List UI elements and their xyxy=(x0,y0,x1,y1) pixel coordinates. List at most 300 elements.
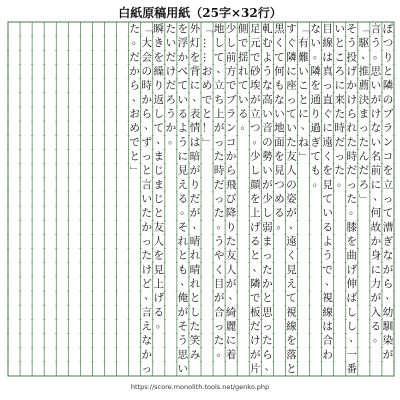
manuscript-char: い xyxy=(141,193,152,205)
manuscript-char: れ xyxy=(346,122,358,135)
manuscript-char: 瞬 xyxy=(153,23,165,36)
manuscript-char: っ xyxy=(262,320,273,333)
manuscript-char: が xyxy=(382,263,394,276)
manuscript-char: 砂 xyxy=(250,65,261,78)
manuscript-char: た xyxy=(213,207,225,220)
manuscript-char: 少 xyxy=(262,193,273,205)
manuscript-char: た xyxy=(358,136,370,149)
manuscript-char: く xyxy=(274,37,285,50)
manuscript-char: を xyxy=(153,51,165,64)
manuscript-char: か xyxy=(141,93,152,106)
manuscript-char: 力 xyxy=(370,277,382,290)
manuscript-char: が xyxy=(177,306,189,319)
manuscript-char: コ xyxy=(225,136,237,149)
manuscript-char: 情 xyxy=(189,122,201,135)
manuscript-char: 幼 xyxy=(382,306,394,319)
manuscript-char: 弱 xyxy=(262,221,273,234)
manuscript-char: よ xyxy=(322,235,333,248)
manuscript-char: に xyxy=(298,108,309,121)
manuscript-char: け xyxy=(346,93,358,106)
manuscript-char: ぽ xyxy=(382,23,394,36)
manuscript-char: し xyxy=(262,207,273,220)
manuscript-char: 決 xyxy=(358,93,370,106)
manuscript-char: め xyxy=(129,122,140,135)
manuscript-char: げ xyxy=(346,65,358,78)
manuscript-char: れ xyxy=(189,277,201,290)
manuscript-char: 、 xyxy=(143,119,155,132)
manuscript-char: こ xyxy=(334,51,345,64)
manuscript-char: た xyxy=(165,23,177,36)
manuscript-char: の xyxy=(141,65,152,78)
manuscript-char: か xyxy=(165,122,177,135)
manuscript-char: 投 xyxy=(346,51,358,64)
manuscript-char: 前 xyxy=(225,51,237,64)
manuscript-char: 隣 xyxy=(286,51,297,64)
manuscript-char: 線 xyxy=(322,37,333,50)
manuscript-char: い xyxy=(334,23,345,36)
manuscript-char: 見 xyxy=(177,164,189,177)
manuscript-char: も xyxy=(274,79,285,92)
manuscript-char: 時 xyxy=(141,79,152,92)
manuscript-char: う xyxy=(177,334,189,347)
manuscript-char: だ xyxy=(250,320,261,333)
manuscript-char: う xyxy=(370,37,382,50)
manuscript-char: 遠 xyxy=(286,235,297,248)
manuscript-char: に xyxy=(177,150,189,163)
manuscript-char: 思 xyxy=(262,306,273,319)
manuscript-char: 見 xyxy=(322,178,333,191)
manuscript-char: そ xyxy=(177,320,189,333)
manuscript-char: 綺 xyxy=(225,306,237,319)
manuscript-char: ン xyxy=(225,122,237,135)
manuscript-char: … xyxy=(201,37,214,49)
manuscript-char: う xyxy=(346,37,358,50)
manuscript-char: 少 xyxy=(225,23,237,36)
manuscript-char: だ xyxy=(334,136,345,149)
text-column xyxy=(201,24,213,148)
manuscript-char: ま xyxy=(153,178,165,191)
manuscript-char: び xyxy=(225,193,237,205)
manuscript-char: い xyxy=(262,108,273,121)
manuscript-char: な xyxy=(274,93,285,106)
manuscript-char: い xyxy=(370,79,382,92)
manuscript-char: 人 xyxy=(225,263,237,276)
manuscript-char: れ xyxy=(189,249,201,262)
manuscript-char: 目 xyxy=(322,23,333,36)
manuscript-char: で xyxy=(129,136,140,149)
manuscript-char: 。 xyxy=(131,34,143,47)
manuscript-char: に xyxy=(370,263,382,276)
manuscript-char: そ xyxy=(346,23,358,36)
manuscript-char: 前 xyxy=(370,164,382,177)
manuscript-char: っ xyxy=(382,193,394,205)
manuscript-char: ぎ xyxy=(310,136,321,149)
manuscript-char: に xyxy=(370,178,382,191)
manuscript-char: だ xyxy=(358,164,370,177)
manuscript-char: ら xyxy=(141,108,152,121)
manuscript-char: が xyxy=(286,207,297,220)
manuscript-char: よ xyxy=(262,51,273,64)
manuscript-char: 有 xyxy=(298,37,309,50)
manuscript-char: 。 xyxy=(252,133,264,146)
manuscript-char: 見 xyxy=(153,263,165,276)
manuscript-char: な xyxy=(382,249,394,262)
manuscript-char: に xyxy=(225,334,237,347)
manuscript-char: ろ xyxy=(334,65,345,78)
manuscript-char: 降 xyxy=(225,207,237,220)
manuscript-char: る xyxy=(177,108,189,121)
manuscript-char: け xyxy=(165,65,177,78)
manuscript-char: う xyxy=(322,249,333,262)
manuscript-char: り xyxy=(225,221,237,234)
manuscript-char: た xyxy=(346,193,358,205)
manuscript-char: て xyxy=(286,108,297,121)
manuscript-char: 埃 xyxy=(250,79,261,92)
manuscript-char: ば xyxy=(346,292,358,305)
manuscript-char: か xyxy=(177,51,189,64)
manuscript-char: ら xyxy=(346,108,358,121)
manuscript-char: 漕 xyxy=(382,221,394,234)
manuscript-char: 勢 xyxy=(262,150,273,163)
manuscript-char: と xyxy=(141,164,152,177)
manuscript-char: 通 xyxy=(310,93,321,106)
manuscript-char: 友 xyxy=(286,150,297,163)
manuscript-char: 、 xyxy=(143,289,155,302)
manuscript-char: 何 xyxy=(370,207,382,220)
manuscript-char: 麗 xyxy=(225,320,237,333)
manuscript-char: が xyxy=(262,178,273,191)
manuscript-char: 視 xyxy=(322,292,333,305)
manuscript-char: 地 xyxy=(213,23,225,36)
manuscript-char: か xyxy=(141,221,152,234)
manuscript-char: と xyxy=(153,207,165,220)
manuscript-char: た xyxy=(262,263,273,276)
manuscript-char: 膝 xyxy=(346,221,358,234)
manuscript-char: を xyxy=(250,193,261,205)
manuscript-char: は xyxy=(322,51,333,64)
manuscript-char: で xyxy=(250,51,261,64)
manuscript-char: る xyxy=(322,221,333,234)
manuscript-char: で xyxy=(225,79,237,92)
manuscript-char: に xyxy=(189,79,201,92)
manuscript-char: ラ xyxy=(225,108,237,121)
manuscript-char: 晴 xyxy=(189,235,201,248)
manuscript-char: 見 xyxy=(274,164,285,177)
manuscript-char: に xyxy=(286,65,297,78)
manuscript-char: 大 xyxy=(141,37,152,50)
manuscript-char: と xyxy=(286,362,297,375)
manuscript-char: 俺 xyxy=(177,292,189,305)
manuscript-char: つ xyxy=(382,37,394,50)
manuscript-char: な xyxy=(262,79,273,92)
manuscript-char: つ xyxy=(274,178,285,191)
manuscript-char: 隣 xyxy=(250,277,261,290)
manuscript-char: っ xyxy=(213,136,225,149)
manuscript-char: 元 xyxy=(250,37,261,50)
manuscript-char: 高 xyxy=(262,93,273,106)
manuscript-char: れ xyxy=(177,235,189,248)
manuscript-char: に xyxy=(322,122,333,135)
manuscript-char: か xyxy=(129,65,140,78)
manuscript-char: り xyxy=(382,51,394,64)
manuscript-char: う xyxy=(213,235,225,248)
manuscript-char: 隣 xyxy=(310,65,321,78)
manuscript-char: り xyxy=(310,108,321,121)
manuscript-char: 来 xyxy=(334,93,345,106)
manuscript-char: て xyxy=(237,79,249,92)
manuscript-char: つ xyxy=(250,122,261,135)
manuscript-char: 「 xyxy=(201,23,214,35)
manuscript-char: い xyxy=(165,37,177,50)
manuscript-char: が xyxy=(382,348,394,361)
manuscript-char: 座 xyxy=(286,79,297,92)
manuscript-text xyxy=(129,22,396,375)
manuscript-char: た xyxy=(225,235,237,248)
manuscript-char: み xyxy=(189,348,201,361)
manuscript-char: い xyxy=(310,37,321,50)
manuscript-char: て xyxy=(286,292,297,305)
manuscript-char: … xyxy=(201,52,214,63)
manuscript-char: う xyxy=(165,108,177,121)
manuscript-char: っ xyxy=(334,150,345,163)
manuscript-char: っ xyxy=(141,362,152,375)
manuscript-char: か xyxy=(262,277,273,290)
manuscript-char: 少 xyxy=(250,150,261,163)
manuscript-char: 。 xyxy=(216,346,227,359)
manuscript-char: る xyxy=(177,193,189,205)
manuscript-char: い xyxy=(286,122,297,135)
manuscript-char: た xyxy=(189,320,201,333)
manuscript-char: だ xyxy=(189,193,201,205)
manuscript-char: 、 xyxy=(192,218,203,231)
manuscript-char: 板 xyxy=(250,306,261,319)
manuscript-char: け xyxy=(141,263,152,276)
manuscript-char: だ xyxy=(165,79,177,92)
manuscript-char: 難 xyxy=(298,51,309,64)
manuscript-char: 立 xyxy=(250,108,261,121)
manuscript-char: 浮 xyxy=(177,37,189,50)
manuscript-char: ！ xyxy=(201,122,213,135)
manuscript-char: 。 xyxy=(180,204,191,217)
manuscript-char: ど xyxy=(141,277,152,290)
manuscript-char: し xyxy=(153,108,165,121)
manuscript-char: 返 xyxy=(153,93,165,106)
manuscript-char: 」 xyxy=(128,165,141,176)
manuscript-char: て xyxy=(213,51,225,64)
manuscript-char: を xyxy=(177,23,189,36)
manuscript-char: ぐ xyxy=(322,108,333,121)
manuscript-char: 片 xyxy=(250,362,261,375)
manuscript-char: え xyxy=(286,277,297,290)
manuscript-char: り xyxy=(153,79,165,92)
manuscript-char: 顔 xyxy=(250,178,261,191)
manuscript-char: い xyxy=(237,93,249,106)
manuscript-char: 暗 xyxy=(189,150,201,163)
manuscript-char: 晴 xyxy=(189,263,201,276)
manuscript-char: 駆 xyxy=(358,37,370,50)
manuscript-char: れ xyxy=(237,65,249,78)
manuscript-char: む xyxy=(262,37,273,50)
manuscript-char: と xyxy=(262,292,273,305)
manuscript-char: ま xyxy=(262,235,273,248)
manuscript-char: く xyxy=(286,249,297,262)
manuscript-char: し xyxy=(213,37,225,50)
manuscript-char: っ xyxy=(141,235,152,248)
manuscript-char: が xyxy=(250,348,261,361)
manuscript-char: 、 xyxy=(228,289,239,302)
manuscript-char: と xyxy=(334,37,345,50)
manuscript-char: っ xyxy=(322,79,333,92)
manuscript-char: め xyxy=(274,193,285,205)
manuscript-char: と xyxy=(177,249,189,262)
manuscript-char: 地 xyxy=(274,122,285,135)
manuscript-char: 外 xyxy=(189,23,201,36)
manuscript-char: 人 xyxy=(286,164,297,177)
manuscript-char: じ xyxy=(153,193,165,205)
manuscript-char: う xyxy=(262,65,273,78)
manuscript-char: た xyxy=(141,249,152,262)
manuscript-char: 上 xyxy=(153,277,165,290)
manuscript-char: な xyxy=(310,23,321,36)
manuscript-char: だ xyxy=(213,178,225,191)
manuscript-char: だ xyxy=(165,51,177,64)
manuscript-char: っ xyxy=(358,122,370,135)
manuscript-char: 直 xyxy=(322,93,333,106)
manuscript-char: 過 xyxy=(310,122,321,135)
manuscript-char: る xyxy=(153,306,165,319)
manuscript-char: 、 xyxy=(385,289,396,302)
manuscript-char: た xyxy=(346,136,358,149)
manuscript-char: げ xyxy=(250,221,261,234)
manuscript-char: 入 xyxy=(370,306,382,319)
manuscript-char: を xyxy=(382,164,394,177)
manuscript-char: 思 xyxy=(370,65,382,78)
manuscript-char: 。 xyxy=(373,48,384,61)
manuscript-char: 推 xyxy=(358,65,370,78)
manuscript-char: い xyxy=(298,65,309,78)
manuscript-char: コ xyxy=(382,150,394,163)
manuscript-char: き xyxy=(153,37,165,50)
manuscript-char: 、 xyxy=(324,275,336,288)
manuscript-char: 合 xyxy=(322,334,333,347)
manuscript-char: 」 xyxy=(297,151,310,162)
manuscript-char: 立 xyxy=(382,178,394,191)
manuscript-char: 黒 xyxy=(274,23,285,36)
manuscript-char: 線 xyxy=(286,320,297,333)
manuscript-char: し xyxy=(225,37,237,50)
manuscript-char: お xyxy=(129,108,140,121)
manuscript-char: 、 xyxy=(300,119,312,132)
manuscript-char: 曲 xyxy=(346,249,358,262)
manuscript-char: 会 xyxy=(141,51,152,64)
manuscript-char: そ xyxy=(177,221,189,234)
manuscript-char: 背 xyxy=(189,65,201,78)
manuscript-char: 。 xyxy=(349,204,360,217)
manuscript-char: か xyxy=(141,348,152,361)
manuscript-char: 友 xyxy=(153,221,165,234)
manuscript-char: く xyxy=(322,150,333,163)
manuscript-char: 。 xyxy=(240,119,251,132)
manuscript-char: だ xyxy=(346,164,358,177)
manuscript-char: を xyxy=(189,51,201,64)
manuscript-char: 、 xyxy=(252,261,264,274)
manuscript-char: 一 xyxy=(346,348,358,361)
manuscript-char: 着 xyxy=(225,348,237,361)
manuscript-char: 時 xyxy=(334,122,345,135)
manuscript-char: お xyxy=(201,65,213,78)
manuscript-char: 「 xyxy=(297,23,310,35)
manuscript-char: く xyxy=(213,263,225,276)
manuscript-char: 姿 xyxy=(286,193,297,205)
manuscript-char: だ xyxy=(129,51,140,64)
manuscript-char: 繰 xyxy=(153,65,165,78)
page-title: 白紙原稿用紙（25字×32行） xyxy=(118,6,282,20)
manuscript-char: り xyxy=(189,178,201,191)
manuscript-char: ず xyxy=(141,136,152,149)
manuscript-char: 。 xyxy=(373,332,384,345)
manuscript-char: 故 xyxy=(370,221,382,234)
manuscript-char: う xyxy=(177,136,189,149)
manuscript-char: っ xyxy=(213,193,225,205)
manuscript-char: ぐ xyxy=(286,37,297,50)
manuscript-char: い xyxy=(322,207,333,220)
manuscript-char: 灯 xyxy=(189,37,201,50)
manuscript-char: を xyxy=(346,235,358,248)
manuscript-char: 馴 xyxy=(382,320,394,333)
manuscript-char: 音 xyxy=(262,122,273,135)
manuscript-char: げ xyxy=(153,292,165,305)
manuscript-char: る xyxy=(370,320,382,333)
manuscript-char: か xyxy=(225,150,237,163)
manuscript-char: で xyxy=(322,263,333,276)
manuscript-char: は xyxy=(189,136,201,149)
manuscript-char: ん xyxy=(358,150,370,163)
manuscript-char: で xyxy=(201,93,213,106)
manuscript-char: ぎ xyxy=(382,235,394,248)
manuscript-char: っ xyxy=(213,320,225,333)
manuscript-char: わ xyxy=(322,348,333,361)
manuscript-char: し xyxy=(189,306,201,319)
manuscript-char: て xyxy=(153,122,165,135)
manuscript-char: た xyxy=(141,207,152,220)
manuscript-char: な xyxy=(141,334,152,347)
manuscript-char: が xyxy=(250,93,261,106)
manuscript-char: の xyxy=(262,136,273,149)
manuscript-char: 見 xyxy=(286,263,297,276)
manuscript-char: い xyxy=(177,93,189,106)
manuscript-char: 時 xyxy=(213,164,225,177)
manuscript-char: よ xyxy=(177,122,189,135)
manuscript-char: て xyxy=(274,51,285,64)
manuscript-char: げ xyxy=(346,263,358,276)
manuscript-char: が xyxy=(213,292,225,305)
manuscript-char: 言 xyxy=(141,306,152,319)
manuscript-char: て xyxy=(177,79,189,92)
manuscript-char: ラ xyxy=(382,122,394,135)
manuscript-char: 隣 xyxy=(382,79,394,92)
manuscript-char: か xyxy=(370,235,382,248)
manuscript-char: た xyxy=(286,136,297,149)
manuscript-char: は xyxy=(322,320,333,333)
manuscript-char: 人 xyxy=(153,235,165,248)
manuscript-char: 真 xyxy=(322,65,333,78)
manuscript-char: と xyxy=(250,249,261,262)
manuscript-char: じ xyxy=(153,164,165,177)
manuscript-char: ら xyxy=(262,348,273,361)
manuscript-char: た xyxy=(334,164,345,177)
manuscript-char: た xyxy=(129,23,140,36)
manuscript-char: と xyxy=(189,292,201,305)
